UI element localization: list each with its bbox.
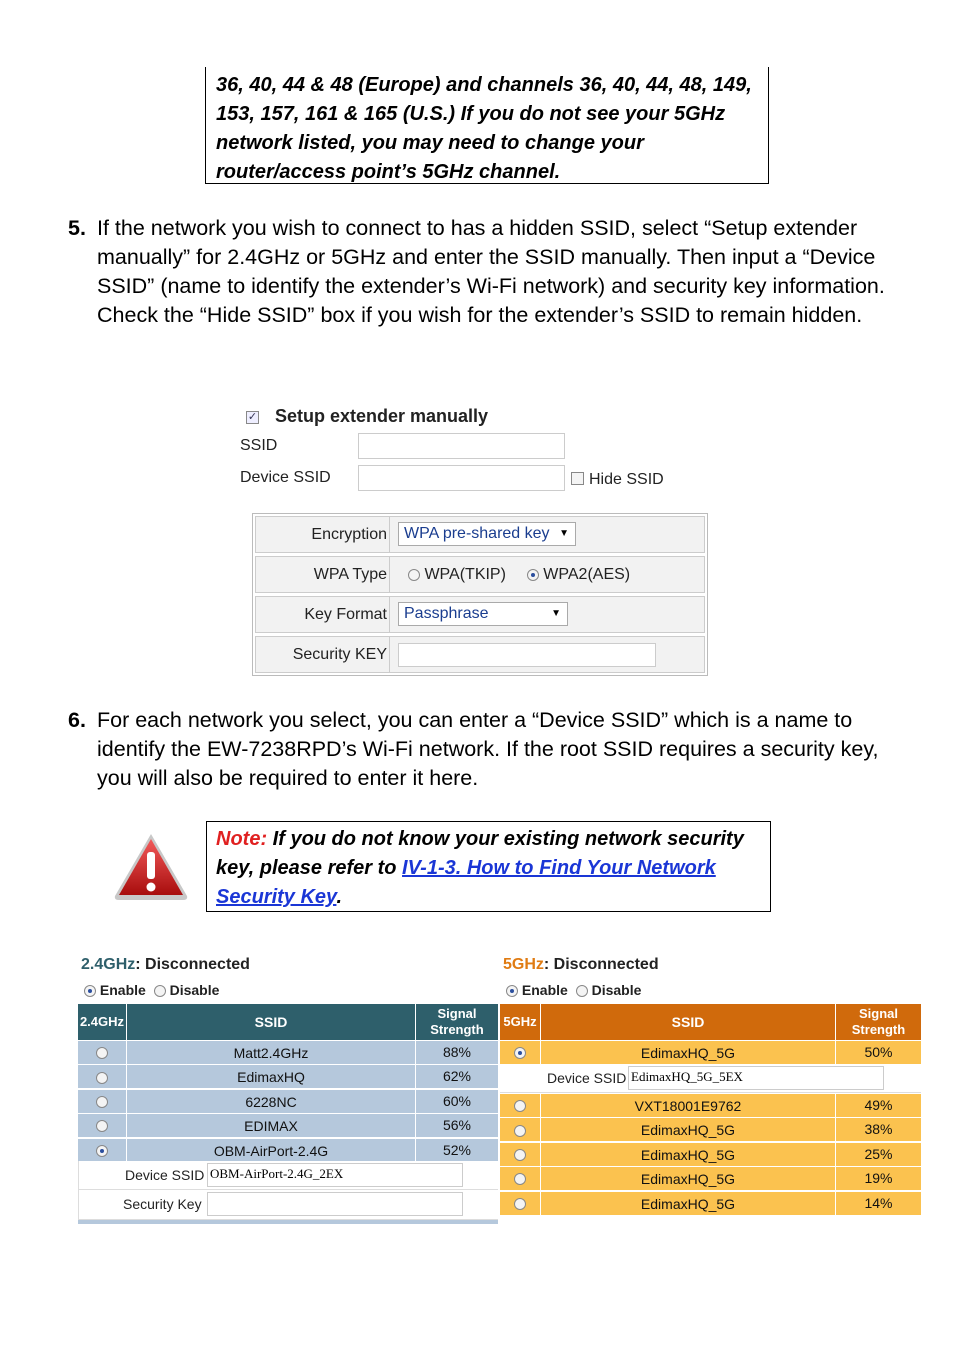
step-number: 6. (68, 708, 86, 732)
band5-ssid: EdimaxHQ_5G (541, 1041, 836, 1065)
step-5 (68, 214, 888, 364)
band24-name: 2.4GHz (81, 956, 136, 973)
band24-ssid: OBM-AirPort-2.4G (127, 1139, 416, 1163)
encryption-table (252, 513, 708, 676)
band24-network-row[interactable] (78, 1090, 498, 1114)
band5-panel (500, 954, 921, 1226)
band24-ssid: 6228NC (127, 1090, 416, 1114)
band24-col-signal: Signal Strength (430, 1006, 484, 1037)
encryption-value: WPA pre-shared key (404, 525, 550, 542)
band24-security-key-input[interactable] (207, 1192, 463, 1216)
band24-network-row[interactable] (78, 1139, 498, 1163)
band24-network-row[interactable] (78, 1041, 498, 1065)
channel-note-text: 36, 40, 44 & 48 (Europe) and channels 36, 40, 44, 48, 149, 153, 157, 161 & 165 (U.S.) If you do not see your 5GHz network listed, you may need to change your router/access point’s 5GHz channel. (216, 74, 752, 183)
band24-signal: 60% (416, 1090, 498, 1114)
key-format-row (255, 596, 705, 633)
step-number: 5. (68, 216, 86, 240)
wpa2-aes-radio[interactable] (527, 569, 539, 581)
band24-enable-label: Enable (99, 982, 146, 998)
security-key-input[interactable] (398, 643, 656, 667)
wpa-tkip-label: WPA(TKIP) (424, 566, 506, 583)
band24-disable-label: Disable (169, 982, 220, 998)
band24-col-band: 2.4GHz (78, 1004, 127, 1040)
band5-col-ssid: SSID (541, 1004, 836, 1040)
band24-select-radio[interactable] (96, 1047, 108, 1059)
band5-select-radio[interactable] (514, 1198, 526, 1210)
band5-device-ssid-input[interactable]: EdimaxHQ_5G_5EX (628, 1066, 884, 1090)
note-box (206, 821, 771, 912)
key-format-label: Key Format (256, 597, 390, 632)
band24-status (81, 956, 250, 974)
key-format-value: Passphrase (404, 605, 489, 622)
encryption-select[interactable] (398, 522, 576, 546)
ssid-input[interactable] (358, 433, 565, 459)
band24-device-ssid-label: Device SSID (125, 1167, 205, 1183)
wpa-type-label: WPA Type (256, 557, 390, 592)
band5-signal: 50% (836, 1041, 921, 1065)
band24-ssid: Matt2.4GHz (127, 1041, 416, 1065)
hide-ssid-checkbox[interactable] (571, 472, 584, 485)
band24-device-ssid-row (78, 1161, 498, 1190)
band5-enable-radio[interactable] (506, 985, 518, 997)
band24-panel (78, 954, 498, 1226)
band5-network-row[interactable] (500, 1167, 921, 1191)
band5-table-header (500, 1004, 921, 1040)
encryption-row (255, 516, 705, 553)
chevron-down-icon: ▼ (559, 528, 569, 539)
band5-col-band: 5GHz (500, 1004, 541, 1040)
band24-signal: 56% (416, 1114, 498, 1138)
band24-signal: 62% (416, 1065, 498, 1089)
band24-signal: 88% (416, 1041, 498, 1065)
band5-enable-group (506, 982, 641, 998)
band5-network-row[interactable] (500, 1094, 921, 1118)
wpa2-aes-label: WPA2(AES) (543, 566, 631, 583)
security-key-row (255, 636, 705, 673)
band5-select-radio[interactable] (514, 1125, 526, 1137)
band24-disable-radio[interactable] (154, 985, 166, 997)
band5-disable-label: Disable (591, 982, 642, 998)
step-text: If the network you wish to connect to has a hidden SSID, select “Setup extender manually” for 2.4GHz or 5GHz and enter the SSID manually. Then input a “Device SSID” (name to identify the extender’s Wi-Fi network) and security key information. Check the “Hide SSID” box if you wish for the extender’s SSID to remain hidden. (97, 216, 885, 327)
chevron-down-icon: ▼ (551, 608, 561, 619)
wpa-type-row (255, 556, 705, 593)
band5-signal: 25% (836, 1143, 921, 1167)
band24-select-radio[interactable] (96, 1120, 108, 1132)
band24-security-key-label: Security Key (123, 1196, 202, 1212)
band24-security-key-row (78, 1190, 498, 1220)
band5-selected-row[interactable] (500, 1041, 921, 1065)
band24-enable-radio[interactable] (84, 985, 96, 997)
band5-name: 5GHz (503, 956, 544, 973)
band24-device-ssid-input[interactable]: OBM-AirPort-2.4G_2EX (207, 1163, 463, 1187)
band24-table-footer (78, 1220, 498, 1224)
note-prefix: Note: (216, 828, 268, 850)
band5-select-radio[interactable] (514, 1047, 526, 1059)
band24-status-text: : Disconnected (135, 956, 250, 973)
band24-select-radio[interactable] (96, 1096, 108, 1108)
band24-network-row[interactable] (78, 1065, 498, 1089)
band5-select-radio[interactable] (514, 1149, 526, 1161)
band5-ssid: EdimaxHQ_5G (541, 1118, 836, 1142)
security-key-link[interactable]: IV-1-3. How to Find Your Network Security Key (216, 857, 716, 908)
band5-signal: 14% (836, 1192, 921, 1216)
band24-enable-group (84, 982, 219, 998)
band24-rows (78, 1041, 498, 1166)
security-key-label: Security KEY (256, 637, 390, 672)
band5-ssid: EdimaxHQ_5G (541, 1167, 836, 1191)
device-ssid-label: Device SSID (240, 469, 331, 486)
band5-ssid: EdimaxHQ_5G (541, 1192, 836, 1216)
key-format-select[interactable] (398, 602, 568, 626)
step-6 (68, 706, 888, 796)
band5-signal: 19% (836, 1167, 921, 1191)
band5-device-ssid-label: Device SSID (547, 1070, 627, 1086)
band24-signal: 52% (416, 1139, 498, 1163)
band5-select-radio[interactable] (514, 1100, 526, 1112)
band5-col-signal: Signal Strength (851, 1006, 906, 1037)
band5-select-radio[interactable] (514, 1173, 526, 1185)
band5-device-ssid-row (500, 1065, 921, 1093)
band24-select-radio[interactable] (96, 1145, 108, 1157)
band24-network-row[interactable] (78, 1114, 498, 1138)
band5-status (503, 956, 659, 974)
band5-network-row[interactable] (500, 1118, 921, 1142)
wpa-type-options (408, 557, 630, 592)
band24-table-header (78, 1004, 498, 1040)
setup-manually-label: Setup extender manually (275, 406, 489, 426)
step-text: For each network you select, you can enter a “Device SSID” which is a name to identify the EW-7238RPD’s Wi-Fi network. If the root SSID requires a security key, you will also be required to enter it here. (97, 708, 879, 790)
warning-triangle-icon (112, 830, 190, 902)
channel-note-box (205, 67, 769, 184)
note-text (216, 825, 756, 912)
band5-network-row[interactable] (500, 1143, 921, 1167)
wpa-tkip-radio[interactable] (408, 569, 420, 581)
band5-ssid: VXT18001E9762 (541, 1094, 836, 1118)
band5-enable-label: Enable (521, 982, 568, 998)
band5-ssid: EdimaxHQ_5G (541, 1143, 836, 1167)
band5-rows (500, 1094, 921, 1218)
band5-signal: 49% (836, 1094, 921, 1118)
ssid-label: SSID (240, 437, 278, 454)
band5-signal: 38% (836, 1118, 921, 1142)
band24-ssid: EDIMAX (127, 1114, 416, 1138)
hide-ssid-label: Hide SSID (589, 471, 664, 488)
band24-col-ssid: SSID (127, 1004, 416, 1040)
encryption-label: Encryption (256, 517, 390, 552)
note-body: If you do not know your existing network security key, please refer to (216, 828, 744, 879)
device-ssid-input[interactable] (358, 465, 565, 491)
band5-disable-radio[interactable] (576, 985, 588, 997)
band5-status-text: : Disconnected (543, 956, 659, 973)
band24-ssid: EdimaxHQ (127, 1065, 416, 1089)
note-suffix: . (336, 886, 342, 908)
setup-manually-checkbox[interactable]: ✓ (247, 411, 258, 423)
band24-select-radio[interactable] (96, 1072, 108, 1084)
band5-network-row[interactable] (500, 1192, 921, 1216)
